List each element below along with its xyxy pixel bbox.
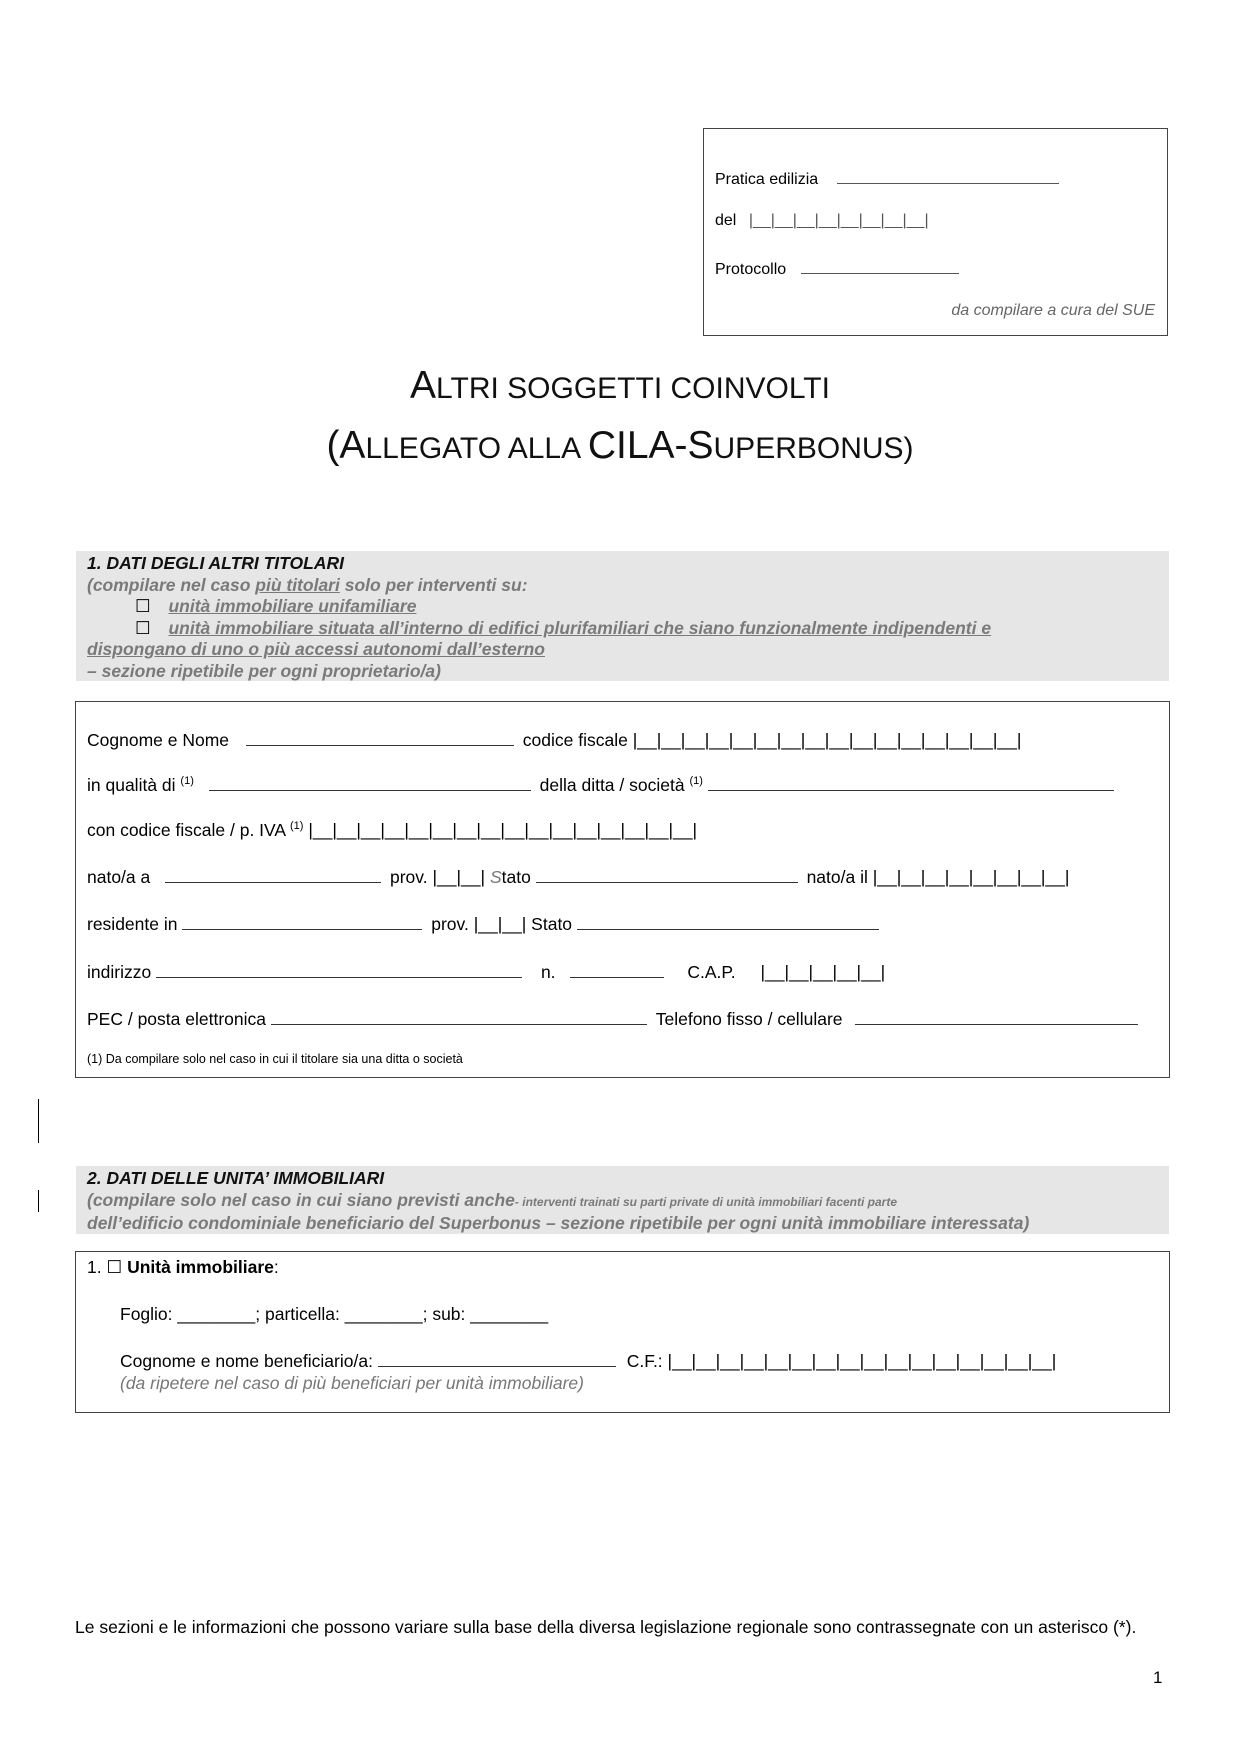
cf-cells-2[interactable]: |__|__|__|__|__|__|__|__|__|__|__|__|__|__|__|__|: [667, 1351, 1057, 1371]
subtitle-part-b: LLEGATO ALLA: [365, 432, 588, 465]
nato-a-label: nato/a a: [87, 867, 151, 887]
benef-field[interactable]: [378, 1351, 616, 1367]
residente-field[interactable]: [182, 914, 422, 930]
checkbox-icon[interactable]: ☐: [135, 596, 151, 616]
cf-iva-label: con codice fiscale / p. IVA: [87, 820, 286, 840]
section1-header: [76, 551, 1169, 681]
cf-cells[interactable]: |__|__|__|__|__|__|__|__|__|__|__|__|__|__|__|__|: [632, 730, 1022, 750]
section2-line2: dell’edificio condominiale beneficiario del Superbonus – sezione ripetibile per ogni unità immobiliare interessata): [87, 1213, 1030, 1233]
protocollo-field[interactable]: [801, 259, 959, 274]
qualita-label: in qualità di: [87, 775, 176, 795]
row-nascita: [87, 867, 1069, 888]
cognome-label: Cognome e Nome: [87, 730, 230, 750]
del-row: [715, 212, 929, 230]
indirizzo-field[interactable]: [156, 962, 522, 978]
pec-label: PEC / posta elettronica: [87, 1009, 266, 1029]
subtitle-part-d: UPERBONUS): [713, 432, 914, 465]
cf-label: codice fiscale: [522, 730, 628, 750]
cap-label: C.A.P.: [687, 962, 736, 982]
row-catasto[interactable]: Foglio: ________; particella: ________; sub: ________: [120, 1304, 549, 1324]
page-number: 1: [1153, 1668, 1163, 1687]
ditta-field[interactable]: [708, 775, 1114, 791]
row-unita: 1. ☐ Unità immobiliare:: [87, 1257, 279, 1277]
unita-form: [75, 1251, 1170, 1413]
qualita-field[interactable]: [209, 775, 531, 791]
text-cursor: [38, 1099, 39, 1143]
title-cap-a: A: [410, 364, 437, 407]
date-cells[interactable]: |__|__|__|__|__|__|__|__|: [872, 867, 1070, 887]
pratica-label: Pratica edilizia: [715, 171, 819, 188]
page-subtitle: [0, 424, 1240, 468]
page-title: [0, 364, 1240, 408]
stato-field[interactable]: [536, 867, 798, 883]
title-rest: LTRI SOGGETTI COINVOLTI: [436, 372, 830, 405]
stato-label-2: Stato: [531, 914, 573, 934]
section1-option2[interactable]: ☐ unità immobiliare situata all’interno di edifici plurifamiliari che siano funzionalmente indipendenti e: [135, 617, 992, 638]
stato-field-2[interactable]: [577, 914, 879, 930]
prov-label-2: prov.: [431, 914, 469, 934]
section1-option1[interactable]: ☐ unità immobiliare unifamiliare: [135, 596, 417, 616]
n-field[interactable]: [570, 962, 664, 978]
protocollo-label: Protocollo: [715, 261, 787, 278]
footer-note: Le sezioni e le informazioni che possono variare sulla base della diversa legislazione regionale sono contrassegnate con un asterisco (*).: [75, 1617, 1137, 1637]
nato-il-label: nato/a il: [806, 867, 868, 887]
unita-label: Unità immobiliare: [127, 1257, 274, 1277]
row-residenza: [87, 914, 879, 935]
cf-iva-cells[interactable]: |__|__|__|__|__|__|__|__|__|__|__|__|__|__|__|__|: [308, 820, 698, 840]
protocollo-row: [715, 259, 959, 279]
del-label: del: [715, 212, 737, 229]
text-cursor: [38, 1190, 39, 1212]
section1-heading: 1. DATI DEGLI ALTRI TITOLARI: [87, 553, 344, 573]
indirizzo-label: indirizzo: [87, 962, 152, 982]
residente-label: residente in: [87, 914, 178, 934]
subtitle-part-c: CILA-S: [587, 424, 714, 467]
cap-cells[interactable]: |__|__|__|__|__|: [760, 962, 886, 982]
row-contatti: [87, 1009, 1138, 1030]
sue-box: [703, 128, 1168, 336]
pec-field[interactable]: [271, 1009, 647, 1025]
nato-a-field[interactable]: [165, 867, 381, 883]
stato-s: S: [489, 867, 502, 887]
cognome-field[interactable]: [246, 730, 514, 746]
checkbox-icon[interactable]: ☐: [135, 617, 151, 638]
unita-number: 1.: [87, 1257, 102, 1277]
benef-note: (da ripetere nel caso di più beneficiari per unità immobiliare): [120, 1373, 584, 1393]
section1-intro: (compilare nel caso più titolari solo per interventi su:: [87, 574, 528, 595]
tel-field[interactable]: [855, 1009, 1138, 1025]
sue-note: da compilare a cura del SUE: [951, 302, 1155, 319]
section2-header: [76, 1166, 1169, 1234]
row-cf-iva: con codice fiscale / p. IVA $^{(1)}$ |__|__|__|__|__|__|__|__|__|__|__|__|__|__|__|__|: [87, 820, 698, 840]
del-date-cells[interactable]: |__|__|__|__|__|__|__|__|: [748, 212, 929, 229]
checkbox-icon[interactable]: ☐: [106, 1257, 123, 1277]
subtitle-part-a: (A: [326, 424, 366, 467]
prov-label: prov.: [390, 867, 428, 887]
row-cognome: [87, 730, 1021, 751]
row-beneficiario: [120, 1351, 1056, 1372]
section1-repeat-note: – sezione ripetibile per ogni proprietario/a): [87, 660, 441, 681]
row-indirizzo: [87, 962, 885, 983]
pratica-field[interactable]: [837, 169, 1059, 184]
section2-heading: 2. DATI DELLE UNITA’ IMMOBILIARI: [87, 1168, 385, 1188]
prov-cells[interactable]: |__|__|: [432, 867, 486, 887]
cf-label-2: C.F.:: [626, 1351, 663, 1371]
prov-cells-2[interactable]: |__|__|: [473, 914, 527, 934]
stato-label: tato: [501, 867, 531, 887]
pratica-row: [715, 169, 1059, 189]
titolare-form: [75, 701, 1170, 1078]
row-qualita: in qualità di $^{(1)}$ della ditta / società $^{(1)}$: [87, 775, 1114, 796]
footnote-1: (1) Da compilare solo nel caso in cui il titolare sia una ditta o società: [87, 1052, 463, 1066]
section1-option2-cont: dispongano di uno o più accessi autonomi dall’esterno: [87, 639, 545, 659]
tel-label: Telefono fisso / cellulare: [655, 1009, 843, 1029]
n-label: n.: [540, 962, 556, 982]
benef-label: Cognome e nome beneficiario/a:: [120, 1351, 373, 1371]
ditta-label: della ditta / società: [539, 775, 685, 795]
section2-line1: (compilare solo nel caso in cui siano previsti anche- interventi trainati su parti private di unità immobiliari facenti parte: [87, 1189, 897, 1210]
